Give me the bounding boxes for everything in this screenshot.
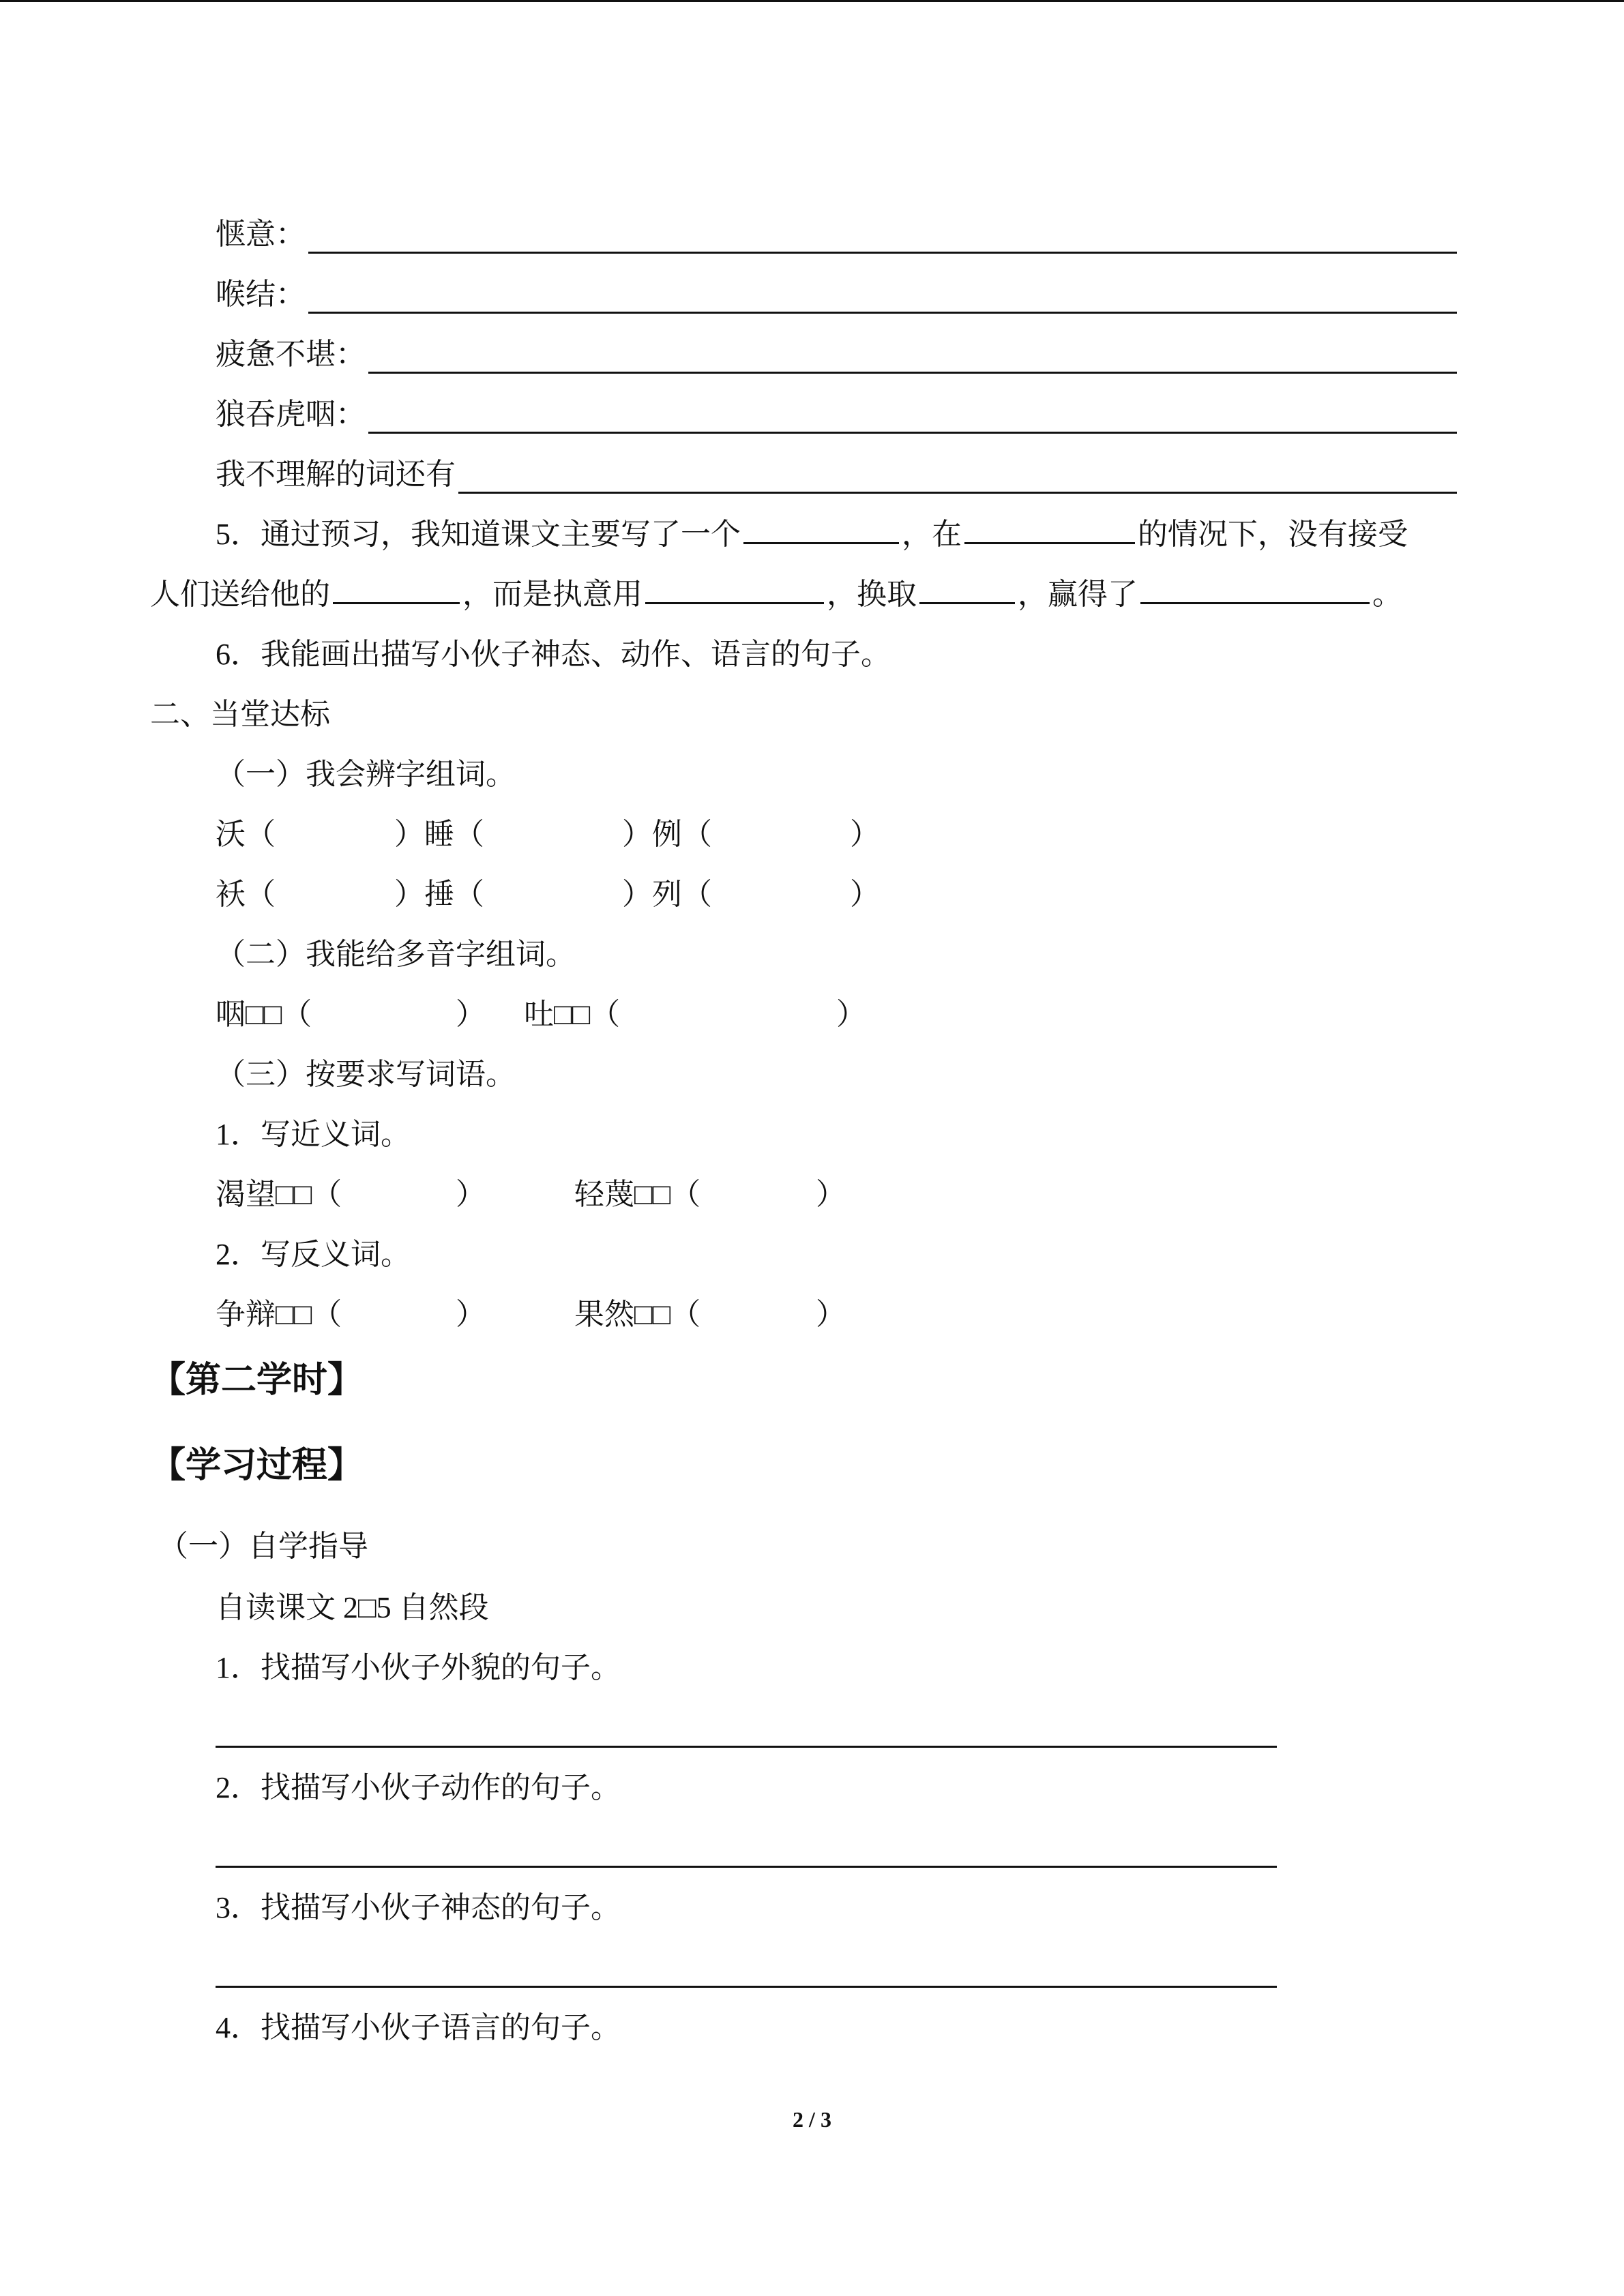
polyphone-row: 咽□□（ ） 吐□□（ ） [216,998,866,1031]
answer-blank[interactable] [368,346,1457,374]
vocab-item: 疲惫不堪： [216,336,1457,374]
antonym-row: 争辩□□（ ） 果然□□（ ） [216,1298,846,1331]
question-5-line1: 5．通过预习，我知道课文主要写了一个 ，在 的情况下，没有接受 [216,518,1408,551]
process-heading: 【学习过程】 [150,1446,364,1485]
answer-blank[interactable] [308,286,1457,314]
self-study-title: （一）自学指导 [158,1530,368,1563]
answer-blank[interactable] [1140,578,1370,604]
answer-blank[interactable] [308,226,1457,254]
answer-blank[interactable] [964,518,1135,544]
answer-blank[interactable] [368,406,1457,434]
answer-blank[interactable] [743,518,899,544]
task-item: 3．找描写小伙子神态的句子。 [216,1891,621,1924]
section-title: 二、当堂达标 [150,698,330,731]
answer-blank[interactable] [458,466,1457,494]
answer-blank[interactable] [919,578,1015,604]
char-row-1: 沃（ ）睡（ ）例（ ） [216,818,880,851]
answer-blank[interactable] [645,578,824,604]
question-6: 6．我能画出描写小伙子神态、动作、语言的句子。 [216,638,891,671]
answer-line[interactable] [216,1866,1277,1868]
antonym-title: 2．写反义词。 [216,1238,411,1271]
part-3-title: （三）按要求写词语。 [216,1058,516,1091]
page-number: 2 / 3 [793,2107,831,2132]
vocab-item: 狼吞虎咽： [216,396,1457,434]
answer-line[interactable] [216,1986,1277,1988]
answer-blank[interactable] [333,578,460,604]
task-item: 1．找描写小伙子外貌的句子。 [216,1651,621,1684]
task-item: 4．找描写小伙子语言的句子。 [216,2011,621,2044]
char-row-2: 袄（ ）捶（ ）列（ ） [216,878,880,911]
vocab-item: 喉结： [216,275,1457,314]
vocab-item: 惬意： [216,215,1457,254]
vocab-item: 我不理解的词还有 [216,456,1457,494]
question-5-line2: 人们送给他的 ，而是执意用 ，换取 ，赢得了 。 [150,578,1402,611]
answer-line[interactable] [216,1746,1277,1748]
reading-instruction: 自读课文 2□5 自然段 [216,1591,489,1624]
task-item: 2．找描写小伙子动作的句子。 [216,1771,621,1804]
part-1-title: （一）我会辨字组词。 [216,758,516,791]
part-2-title: （二）我能给多音字组词。 [216,938,576,971]
synonym-row: 渴望□□（ ） 轻蔑□□（ ） [216,1178,846,1211]
synonym-title: 1．写近义词。 [216,1118,411,1151]
top-border [0,0,1624,2]
lesson-heading: 【第二学时】 [150,1361,364,1400]
